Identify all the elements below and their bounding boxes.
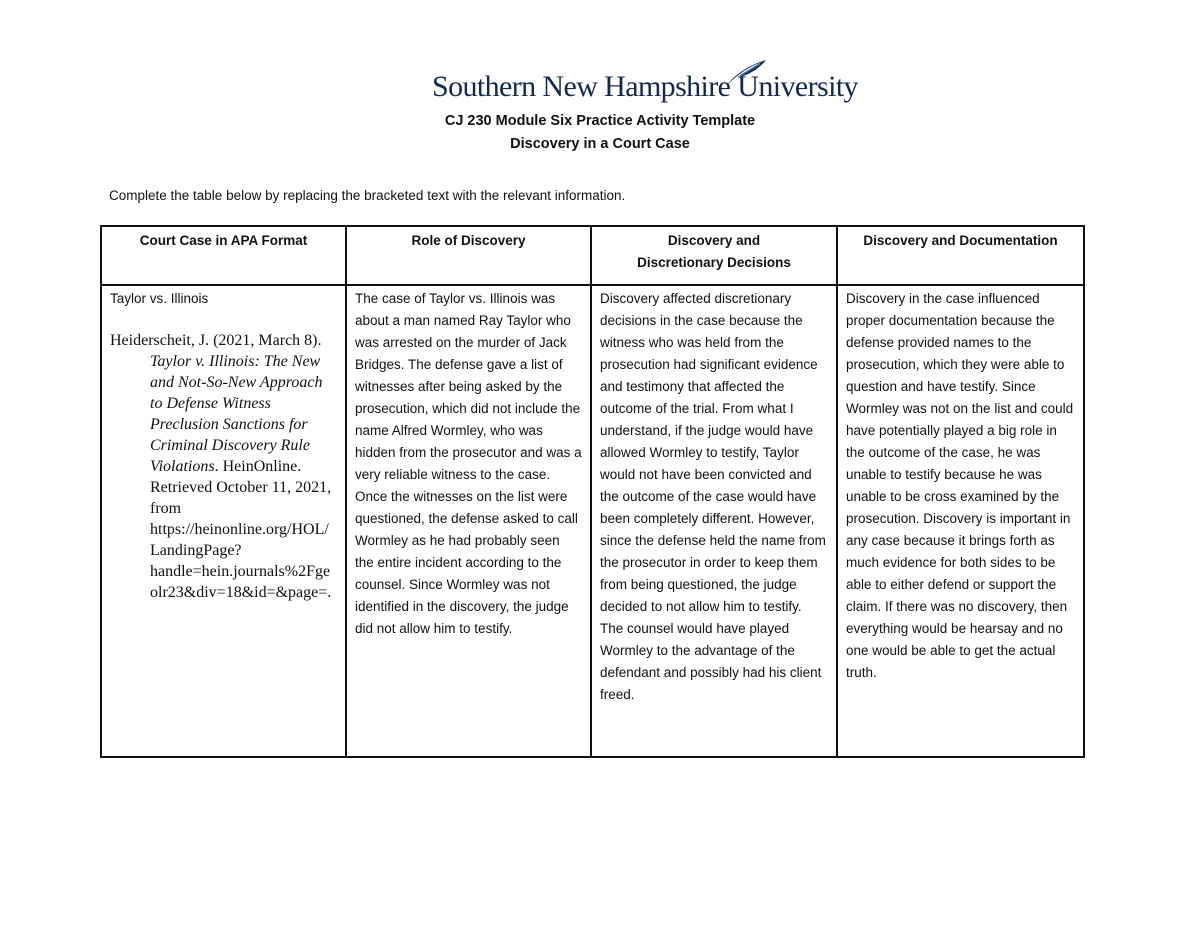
header-discretionary-line1: Discovery and (667, 233, 761, 248)
table-row (101, 285, 1084, 757)
header-discretionary-line2: Discretionary Decisions (637, 255, 791, 270)
header-discretionary-decisions (591, 226, 837, 285)
cell-discretionary-decisions: Discovery affected discretionary decisions in the case because the witness who was held from the prosecution had significant evidence and testimony that affected the outcome of the trial. From what I understand, if the judge would have allowed Wormley to testify, Taylor would not have been convicted and the outcome of the case would have been completely different. However, since the defense held the name from the prosecutor in order to keep them from being questioned, the judge decided to not allow him to testify. The counsel would have played Wormley to the advantage of the defendant and possibly had his client freed. (591, 285, 837, 757)
citation-rest: . HeinOnline. Retrieved October 11, 2021, from https://heinonline.org/HOL/LandingPage?handle=hein.journals%2Fgeolr23&div=18&id=&page=. (150, 458, 332, 601)
instructions-text: Complete the table below by replacing the bracketed text with the relevant information. (109, 188, 626, 203)
citation-author: Heiderscheit, J. (2021, March 8). (110, 332, 322, 349)
citation-title: Taylor v. Illinois: The New and Not-So-New Approach to Defense Witness Preclusion Sanctions for Criminal Discovery Rule Violations (150, 353, 323, 475)
document-title: CJ 230 Module Six Practice Activity Template (444, 113, 756, 129)
header-role-of-discovery: Role of Discovery (346, 226, 591, 285)
document-subtitle: Discovery in a Court Case (510, 136, 690, 152)
table-header-row (101, 226, 1084, 285)
cell-role-of-discovery: The case of Taylor vs. Illinois was about a man named Ray Taylor who was arrested on the murder of Jack Bridges. The defense gave a list of witnesses after being asked by the prosecution, which did not include the name Alfred Wormley, who was hidden from the prosecutor and was a very reliable witness to the case. Once the witnesses on the list were questioned, the defense asked to call Wormley as he had probably seen the entire incident according to the counsel. Since Wormley was not identified in the discovery, the judge did not allow him to testify. (346, 285, 591, 757)
university-name: Southern New Hampshire University (432, 70, 858, 103)
university-logo (432, 58, 858, 108)
cell-court-case (101, 285, 346, 757)
cell-documentation: Discovery in the case influenced proper documentation because the defense provided names to the prosecution, which they were able to question and have testify. Since Wormley was not on the list and could have potentially played a big role in the outcome of the case, he was unable to testify because he was unable to be cross examined by the prosecution. Discovery is important in any case because it brings forth as much evidence for both sides to be able to either defend or support the claim. If there was no discovery, then everything would be hearsay and no one would be able to get the actual truth. (837, 285, 1084, 757)
discovery-table (100, 225, 1085, 758)
header-court-case: Court Case in APA Format (101, 226, 346, 285)
feather-icon (720, 58, 770, 88)
header-documentation: Discovery and Documentation (837, 226, 1084, 285)
case-name: Taylor vs. Illinois (110, 291, 209, 306)
apa-citation (110, 330, 337, 603)
